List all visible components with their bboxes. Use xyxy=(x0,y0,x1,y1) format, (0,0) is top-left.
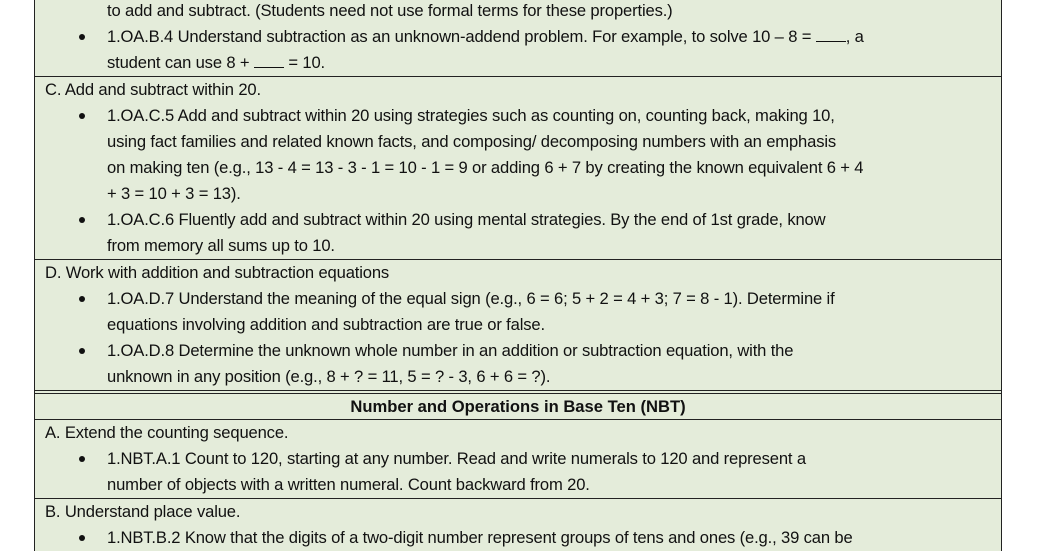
row-oa-b-continued xyxy=(35,0,1001,77)
text-line: using fact families and related known facts, and composing/ decomposing numbers with an emphasis xyxy=(107,132,837,151)
text-line: on making ten (e.g., 13 - 4 = 13 - 3 - 1 = 10 - 1 = 9 or adding 6 + 7 by creating the known equivalent 6 + 4 xyxy=(107,158,864,177)
text-line: to add and subtract. (Students need not use formal terms for these properties.) xyxy=(107,1,673,20)
standard-1oad8 xyxy=(35,338,1001,364)
bullet-icon xyxy=(79,34,85,40)
text: 1.NBT.A.1 Count to 120, starting at any number. Read and write numerals to 120 and represent a xyxy=(107,449,806,468)
text: student can use 8 + xyxy=(107,53,254,72)
standard-1oac6 xyxy=(35,207,1001,233)
blank-line xyxy=(254,51,284,68)
row-nbt-b xyxy=(35,499,1001,551)
bullet-icon xyxy=(79,113,85,119)
standard-1oab4 xyxy=(35,24,1001,50)
domain-header: Number and Operations in Base Ten (NBT) xyxy=(350,397,686,416)
text-line xyxy=(35,50,1001,76)
bullet-icon xyxy=(79,348,85,354)
bullet-icon xyxy=(79,217,85,223)
blank-line xyxy=(816,25,846,42)
text: , a xyxy=(845,27,864,46)
standards-table xyxy=(34,0,1002,551)
row-nbt-header xyxy=(35,394,1001,420)
text-line: + 3 = 10 + 3 = 13). xyxy=(107,184,241,203)
text: 1.OA.C.5 Add and subtract within 20 using strategies such as counting on, counting back, making 10, xyxy=(107,106,835,125)
row-oa-d xyxy=(35,260,1001,394)
section-title: B. Understand place value. xyxy=(45,502,241,521)
section-title: C. Add and subtract within 20. xyxy=(45,80,261,99)
section-title: A. Extend the counting sequence. xyxy=(45,423,289,442)
text-line: from memory all sums up to 10. xyxy=(107,236,335,255)
text: 1.OA.D.8 Determine the unknown whole number in an addition or subtraction equation, with the xyxy=(107,341,794,360)
row-nbt-a xyxy=(35,420,1001,499)
text: 1.NBT.B.2 Know that the digits of a two-digit number represent groups of tens and ones (e.g., 39 can be xyxy=(107,528,853,547)
text-line: number of objects with a written numeral. Count backward from 20. xyxy=(107,475,590,494)
bullet-icon xyxy=(79,456,85,462)
text: = 10. xyxy=(283,53,326,72)
standard-1nbtb2 xyxy=(35,525,1001,551)
text: 1.OA.C.6 Fluently add and subtract within 20 using mental strategies. By the end of 1st grade, know xyxy=(107,210,826,229)
section-title: D. Work with addition and subtraction equations xyxy=(45,263,390,282)
bullet-icon xyxy=(79,296,85,302)
text-line: equations involving addition and subtraction are true or false. xyxy=(107,315,545,334)
standard-1oac5 xyxy=(35,103,1001,129)
text: 1.OA.D.7 Understand the meaning of the equal sign (e.g., 6 = 6; 5 + 2 = 4 + 3; 7 = 8 - 1). Determine if xyxy=(107,289,835,308)
standard-1oad7 xyxy=(35,286,1001,312)
text: 1.OA.B.4 Understand subtraction as an unknown-addend problem. For example, to solve 10 – 8 = xyxy=(107,27,816,46)
bullet-icon xyxy=(79,535,85,541)
text-line: unknown in any position (e.g., 8 + ? = 11, 5 = ? - 3, 6 + 6 = ?). xyxy=(107,367,551,386)
standard-1nbta1 xyxy=(35,446,1001,472)
row-oa-c xyxy=(35,77,1001,260)
